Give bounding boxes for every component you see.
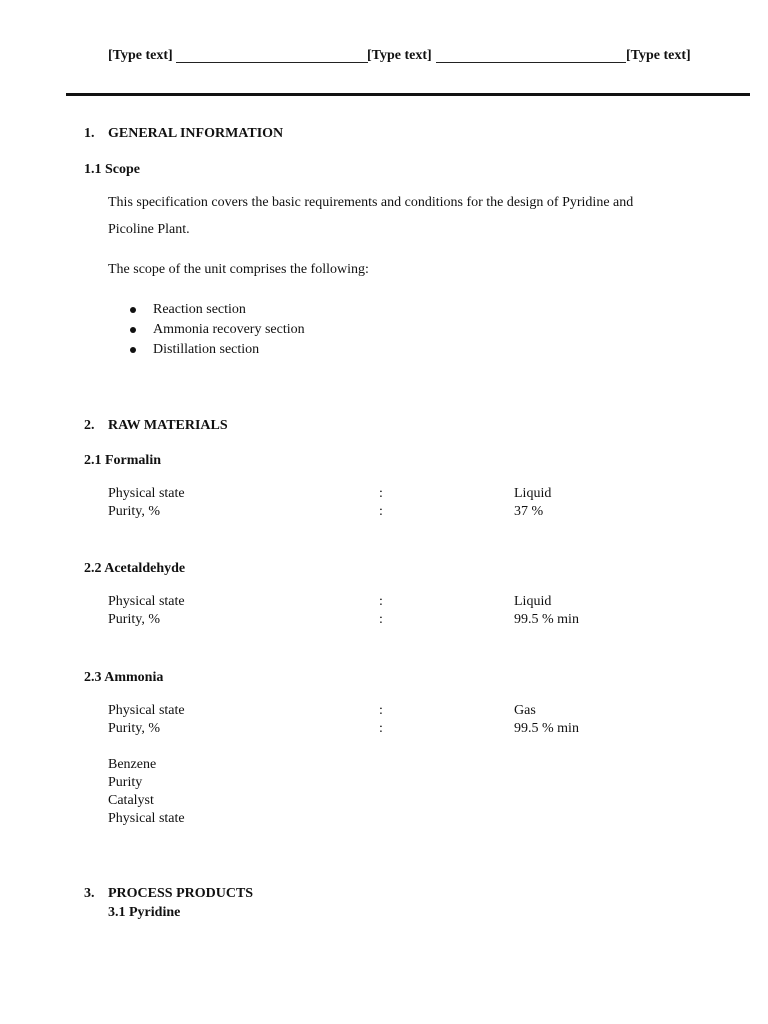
spec-separator: : [379,504,383,519]
spec-label: Physical state [108,703,185,718]
extra-line: Purity [108,775,143,790]
section-2-title: RAW MATERIALS [108,418,228,433]
spec-label: Purity, % [108,721,160,736]
bullet-item: Reaction section [153,302,246,317]
spec-separator: : [379,721,383,736]
bullet-item: Distillation section [153,342,260,357]
scope-heading: 1.1 Scope [84,162,140,177]
spec-value: Liquid [514,486,552,501]
header-right: [Type text] [626,48,691,63]
scope-intro: The scope of the unit comprises the following: [108,262,369,277]
section-2-number: 2. [84,418,95,433]
spec-label: Purity, % [108,612,160,627]
spec-value: 99.5 % min [514,612,579,627]
scope-line-2: Picoline Plant. [108,222,190,237]
section-1-number: 1. [84,126,95,141]
header-rule [66,93,750,96]
spec-value: 37 % [514,504,544,519]
spec-value: 99.5 % min [514,721,579,736]
acetaldehyde-heading: 2.2 Acetaldehyde [84,561,186,576]
bullet-dot [130,347,136,353]
spec-separator: : [379,703,383,718]
extra-line: Physical state [108,811,185,826]
header-left: [Type text] [108,48,173,63]
formalin-heading: 2.1 Formalin [84,453,161,468]
section-3-number: 3. [84,886,95,901]
spec-separator: : [379,612,383,627]
extra-line: Benzene [108,757,157,772]
spec-label: Physical state [108,486,185,501]
section-3-title: PROCESS PRODUCTS [108,886,254,901]
extra-line: Catalyst [108,793,154,808]
spec-value: Liquid [514,594,552,609]
spec-label: Physical state [108,594,185,609]
header-underline-left [176,62,368,63]
bullet-item: Ammonia recovery section [153,322,305,337]
bullet-dot [130,307,136,313]
bullet-dot [130,327,136,333]
section-1-title: GENERAL INFORMATION [108,126,284,141]
scope-line-1: This specification covers the basic requirements and conditions for the design of Pyridine and [108,195,634,210]
pyridine-heading: 3.1 Pyridine [108,905,181,920]
header-center: [Type text] [367,48,432,63]
spec-value: Gas [514,703,536,718]
header-underline-right [436,62,626,63]
spec-separator: : [379,594,383,609]
spec-label: Purity, % [108,504,160,519]
spec-separator: : [379,486,383,501]
ammonia-heading: 2.3 Ammonia [84,670,164,685]
